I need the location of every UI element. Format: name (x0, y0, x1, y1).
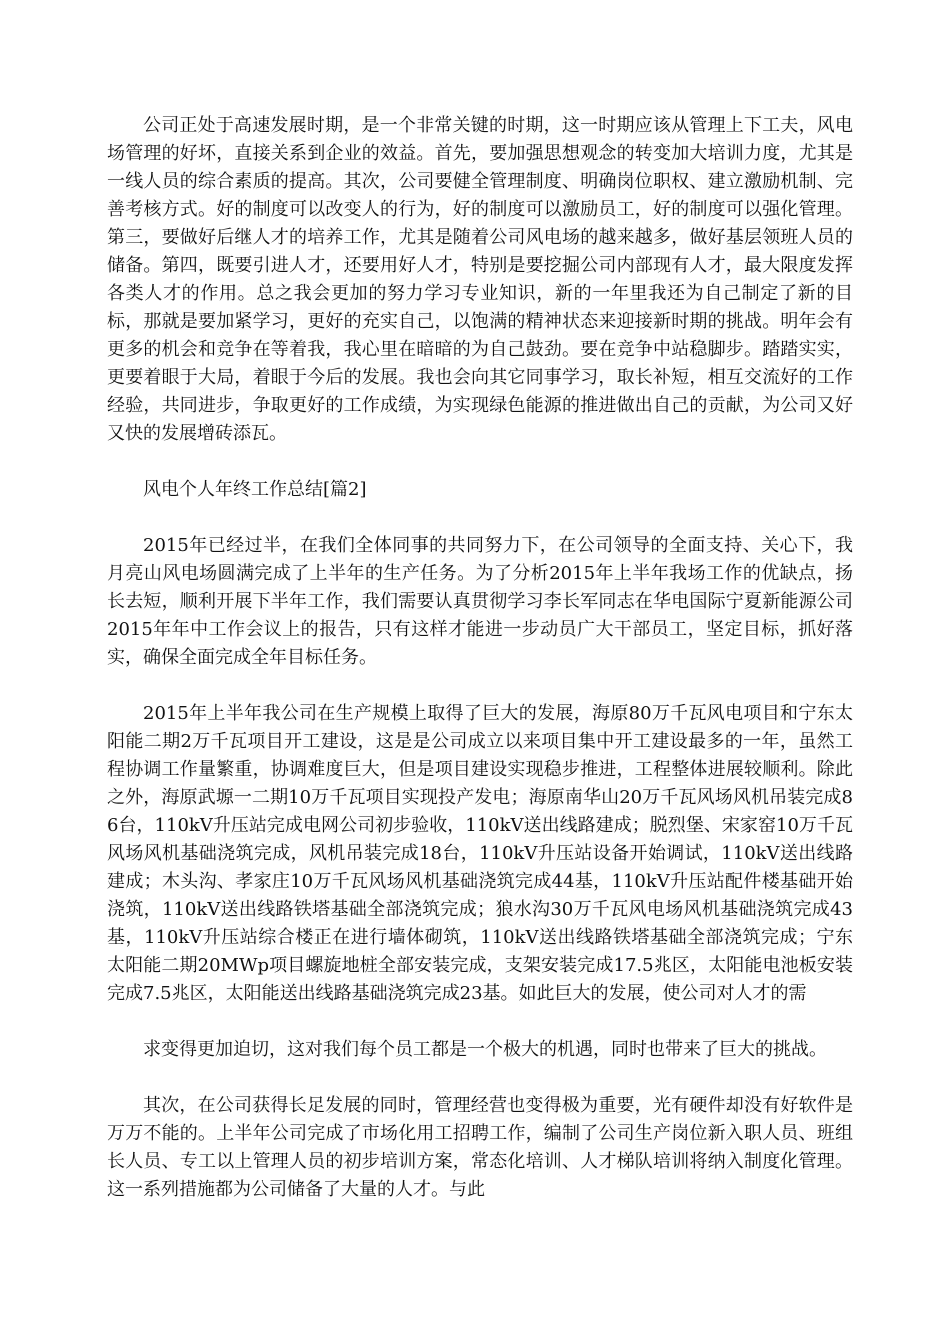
paragraph-opportunity: 求变得更加迫切，这对我们每个员工都是一个极大的机遇，同时也带来了巨大的挑战。 (143, 1039, 827, 1060)
section-heading: 风电个人年终工作总结[篇2] (143, 479, 367, 500)
paragraph-production: 2015年上半年我公司在生产规模上取得了巨大的发展，海原80万千瓦风电项目和宁东太阳能二期2万千瓦项目开工建设，这是是公司成立以来项目集中开工建设最多的一年，虽然工程协调工作量繁重，协调难度巨大，但是项目建设实现稳步推进，工程整体进展较顺利。除此之外，海原武塬一二期10万千瓦项目实现投产发电；海原南华山20万千瓦风场风机吊装完成86台，110kV升压站完成电网公司初步验收，110kV送出线路建成；脱烈堡、宋家窑10万千瓦风场风机基础浇筑完成，风机吊装完成18台，110kV升压站设备开始调试，110kV送出线路建成；木头沟、孝家庄10万千瓦风场风机基础浇筑完成44基，110kV升压站配件楼基础开始浇筑，110kV送出线路铁塔基础全部浇筑完成；狼水沟30万千瓦风电场风机基础浇筑完成43基，110kV升压站综合楼正在进行墙体砌筑，110kV送出线路铁塔基础全部浇筑完成；宁东太阳能二期20MWp项目螺旋地桩全部安装完成，支架安装完成17.5兆区，太阳能电池板安装完成7.5兆区，太阳能送出线路基础浇筑完成23基。如此巨大的发展，使公司对人才的需 (107, 703, 853, 1004)
document-body (107, 112, 853, 1232)
paragraph-intro: 2015年已经过半，在我们全体同事的共同努力下，在公司领导的全面支持、关心下，我月亮山风电场圆满完成了上半年的生产任务。为了分析2015年上半年我场工作的优缺点，扬长去短，顺利开展下半年工作，我们需要认真贯彻学习李长军同志在华电国际宁夏新能源公司2015年年中工作会议上的报告，只有这样才能进一步动员广大干部员工，坚定目标，抓好落实，确保全面完成全年目标任务。 (107, 535, 853, 668)
paragraph-management-2: 其次，在公司获得长足发展的同时，管理经营也变得极为重要，光有硬件却没有好软件是万万不能的。上半年公司完成了市场化用工招聘工作，编制了公司生产岗位新入职人员、班组长人员、专工以上管理人员的初步培训方案，常态化培训、人才梯队培训将纳入制度化管理。这一系列措施都为公司储备了大量的人才。与此 (107, 1095, 853, 1200)
paragraph-management: 公司正处于高速发展时期，是一个非常关键的时期，这一时期应该从管理上下工夫，风电场管理的好坏，直接关系到企业的效益。首先，要加强思想观念的转变加大培训力度，尤其是一线人员的综合素质的提高。其次，公司要健全管理制度、明确岗位职权、建立激励机制、完善考核方式。好的制度可以改变人的行为，好的制度可以激励员工，好的制度可以强化管理。第三，要做好后继人才的培养工作，尤其是随着公司风电场的越来越多，做好基层领班人员的储备。第四，既要引进人才，还要用好人才，特别是要挖掘公司内部现有人才，最大限度发挥各类人才的作用。总之我会更加的努力学习专业知识，新的一年里我还为自己制定了新的目标，那就是要加紧学习，更好的充实自己，以饱满的精神状态来迎接新时期的挑战。明年会有更多的机会和竞争在等着我，我心里在暗暗的为自己鼓劲。要在竞争中站稳脚步。踏踏实实，更要着眼于大局，着眼于今后的发展。我也会向其它同事学习，取长补短，相互交流好的工作经验，共同进步，争取更好的工作成绩，为实现绿色能源的推进做出自己的贡献，为公司又好又快的发展增砖添瓦。 (107, 115, 853, 444)
